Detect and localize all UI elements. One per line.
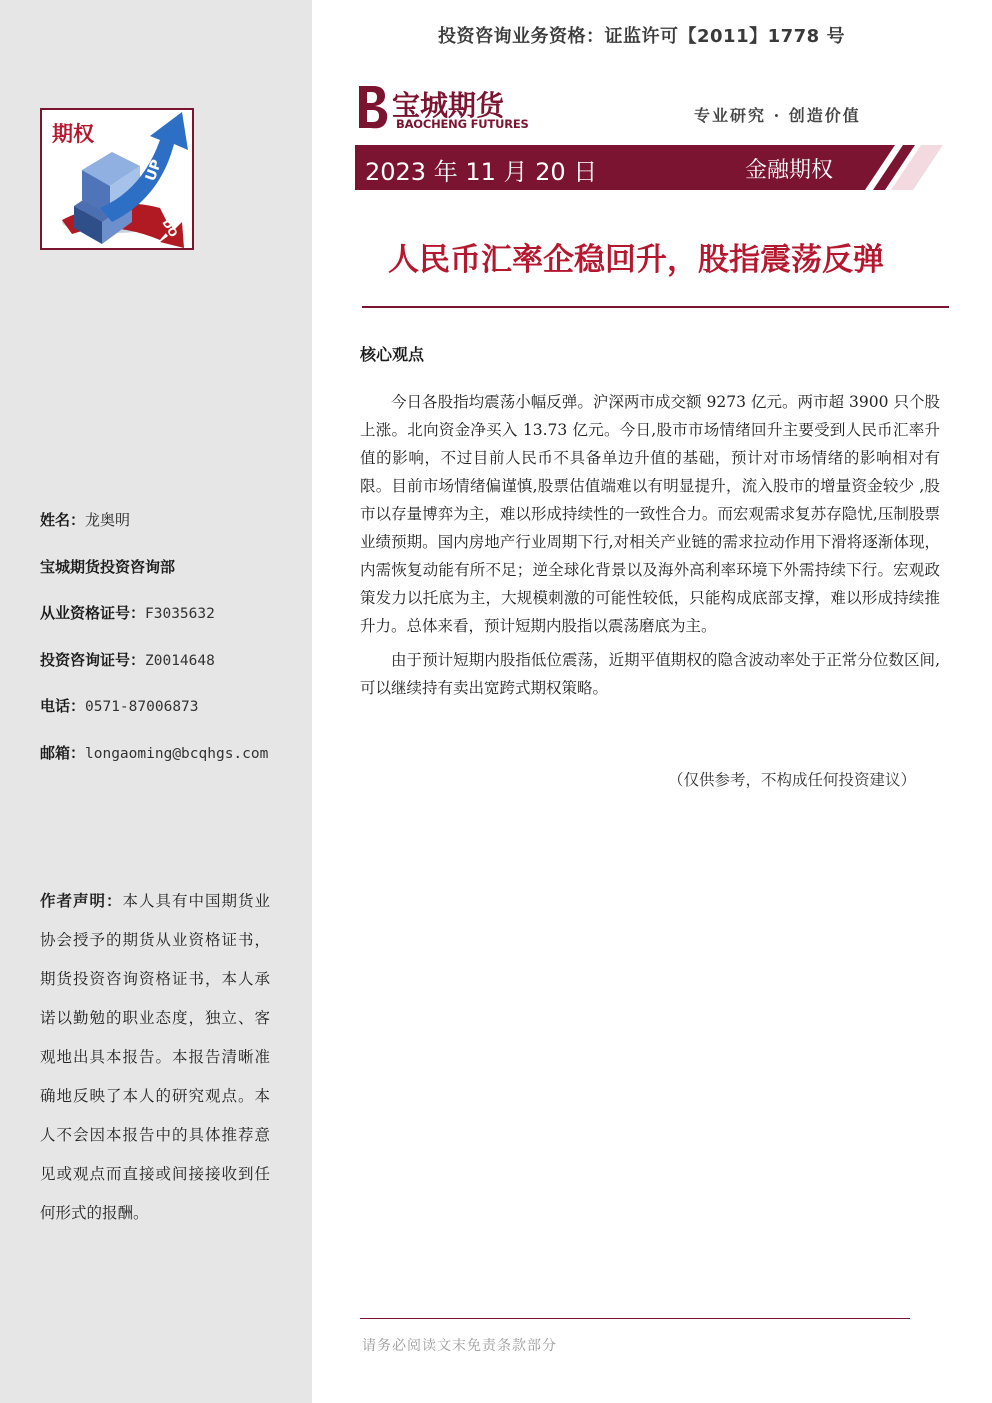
logo-chinese-name: 宝城期货 [392, 89, 505, 122]
email-row [40, 738, 290, 785]
statement-text: 本人具有中国期货业协会授予的期货从业资格证书，期货投资咨询资格证书，本人承诺以勤勉的职业态度，独立、客观地出具本报告。本报告清晰准确地反映了本人的研究观点。本人不会因本报告中的具体推荐意见或观点而直接或间接接收到任何形式的报酬。 [40, 892, 270, 1222]
cert-row [40, 598, 290, 645]
core-paragraph: 由于预计短期内股指低位震荡，近期平值期权的隐含波动率处于正常分位数区间,可以继续持有卖出宽跨式期权策略。 [360, 651, 940, 697]
sidebar [0, 0, 312, 1403]
title-divider [362, 306, 949, 308]
report-date: 2023 年 11 月 20 日 [365, 158, 598, 186]
report-title: 人民币汇率企稳回升，股指震荡反弹 [388, 242, 884, 278]
consult-value: Z0014648 [145, 652, 215, 669]
department-row [40, 552, 290, 599]
date-banner [355, 145, 943, 190]
slogan: 专业研究 · 创造价值 [694, 106, 861, 125]
license-line: 投资咨询业务资格：证监许可【2011】1778 号 [438, 26, 845, 47]
phone-row [40, 691, 290, 738]
company-logo [355, 84, 529, 134]
core-body [360, 388, 940, 708]
core-heading: 核心观点 [360, 345, 425, 364]
author-info [40, 505, 290, 785]
consult-row [40, 645, 290, 692]
consult-label: 投资咨询证号： [40, 650, 146, 669]
core-paragraph: 今日各股指均震荡小幅反弹。沪深两市成交额 9273 亿元。两市超 3900 只个股上涨。北向资金净买入 13.73 亿元。今日,股市市场情绪回升主要受到人民币汇率升值的影响，不过目前人民币不具备单边升值的基础，预计对市场情绪的影响相对有限。目前市场情绪偏谨慎,股票估值端难以有明显提升，流入股市的增量资金较少 ,股市以存量博弈为主，难以形成持续性的一致性合力。而宏观需求复苏存隐忧,压制股票业绩预期。国内房地产行业周期下行,对相关产业链的需求拉动作用下滑将逐渐体现，内需恢复动能有所不足；逆全球化背景以及海外高利率环境下外需持续下行。宏观政策发力以托底为主，大规模刺激的可能性较低，只能构成底部支撑，难以形成持续推升力。总体来看，预计短期内股指以震荡磨底为主。 [360, 393, 940, 635]
email-label: 邮箱： [40, 743, 86, 762]
cert-label: 从业资格证号： [40, 604, 146, 623]
cert-value: F3035632 [145, 606, 215, 623]
author-name-row [40, 505, 290, 552]
phone-value: 0571-87006873 [85, 699, 199, 716]
statement-label: 作者声明： [40, 892, 123, 910]
cover-label: 期权 [52, 122, 94, 146]
report-category: 金融期权 [745, 158, 834, 183]
cover-image [40, 108, 194, 250]
department-name: 宝城期货投资咨询部 [40, 557, 176, 576]
name-value: 龙奥明 [85, 511, 131, 529]
phone-label: 电话： [40, 697, 86, 716]
footer-divider [360, 1318, 910, 1319]
email-value: longaoming@bcqhgs.com [85, 745, 269, 762]
reference-disclaimer: （仅供参考，不构成任何投资建议） [668, 771, 917, 789]
name-label: 姓名： [40, 511, 86, 529]
author-statement [40, 882, 270, 1233]
logo-english-name: BAOCHENG FUTURES [396, 117, 529, 131]
footer-note: 请务必阅读文末免责条款部分 [362, 1338, 557, 1354]
svg-text:DO: DO [159, 217, 180, 240]
svg-text:UP: UP [142, 157, 166, 184]
baocheng-logo-icon [355, 84, 391, 130]
